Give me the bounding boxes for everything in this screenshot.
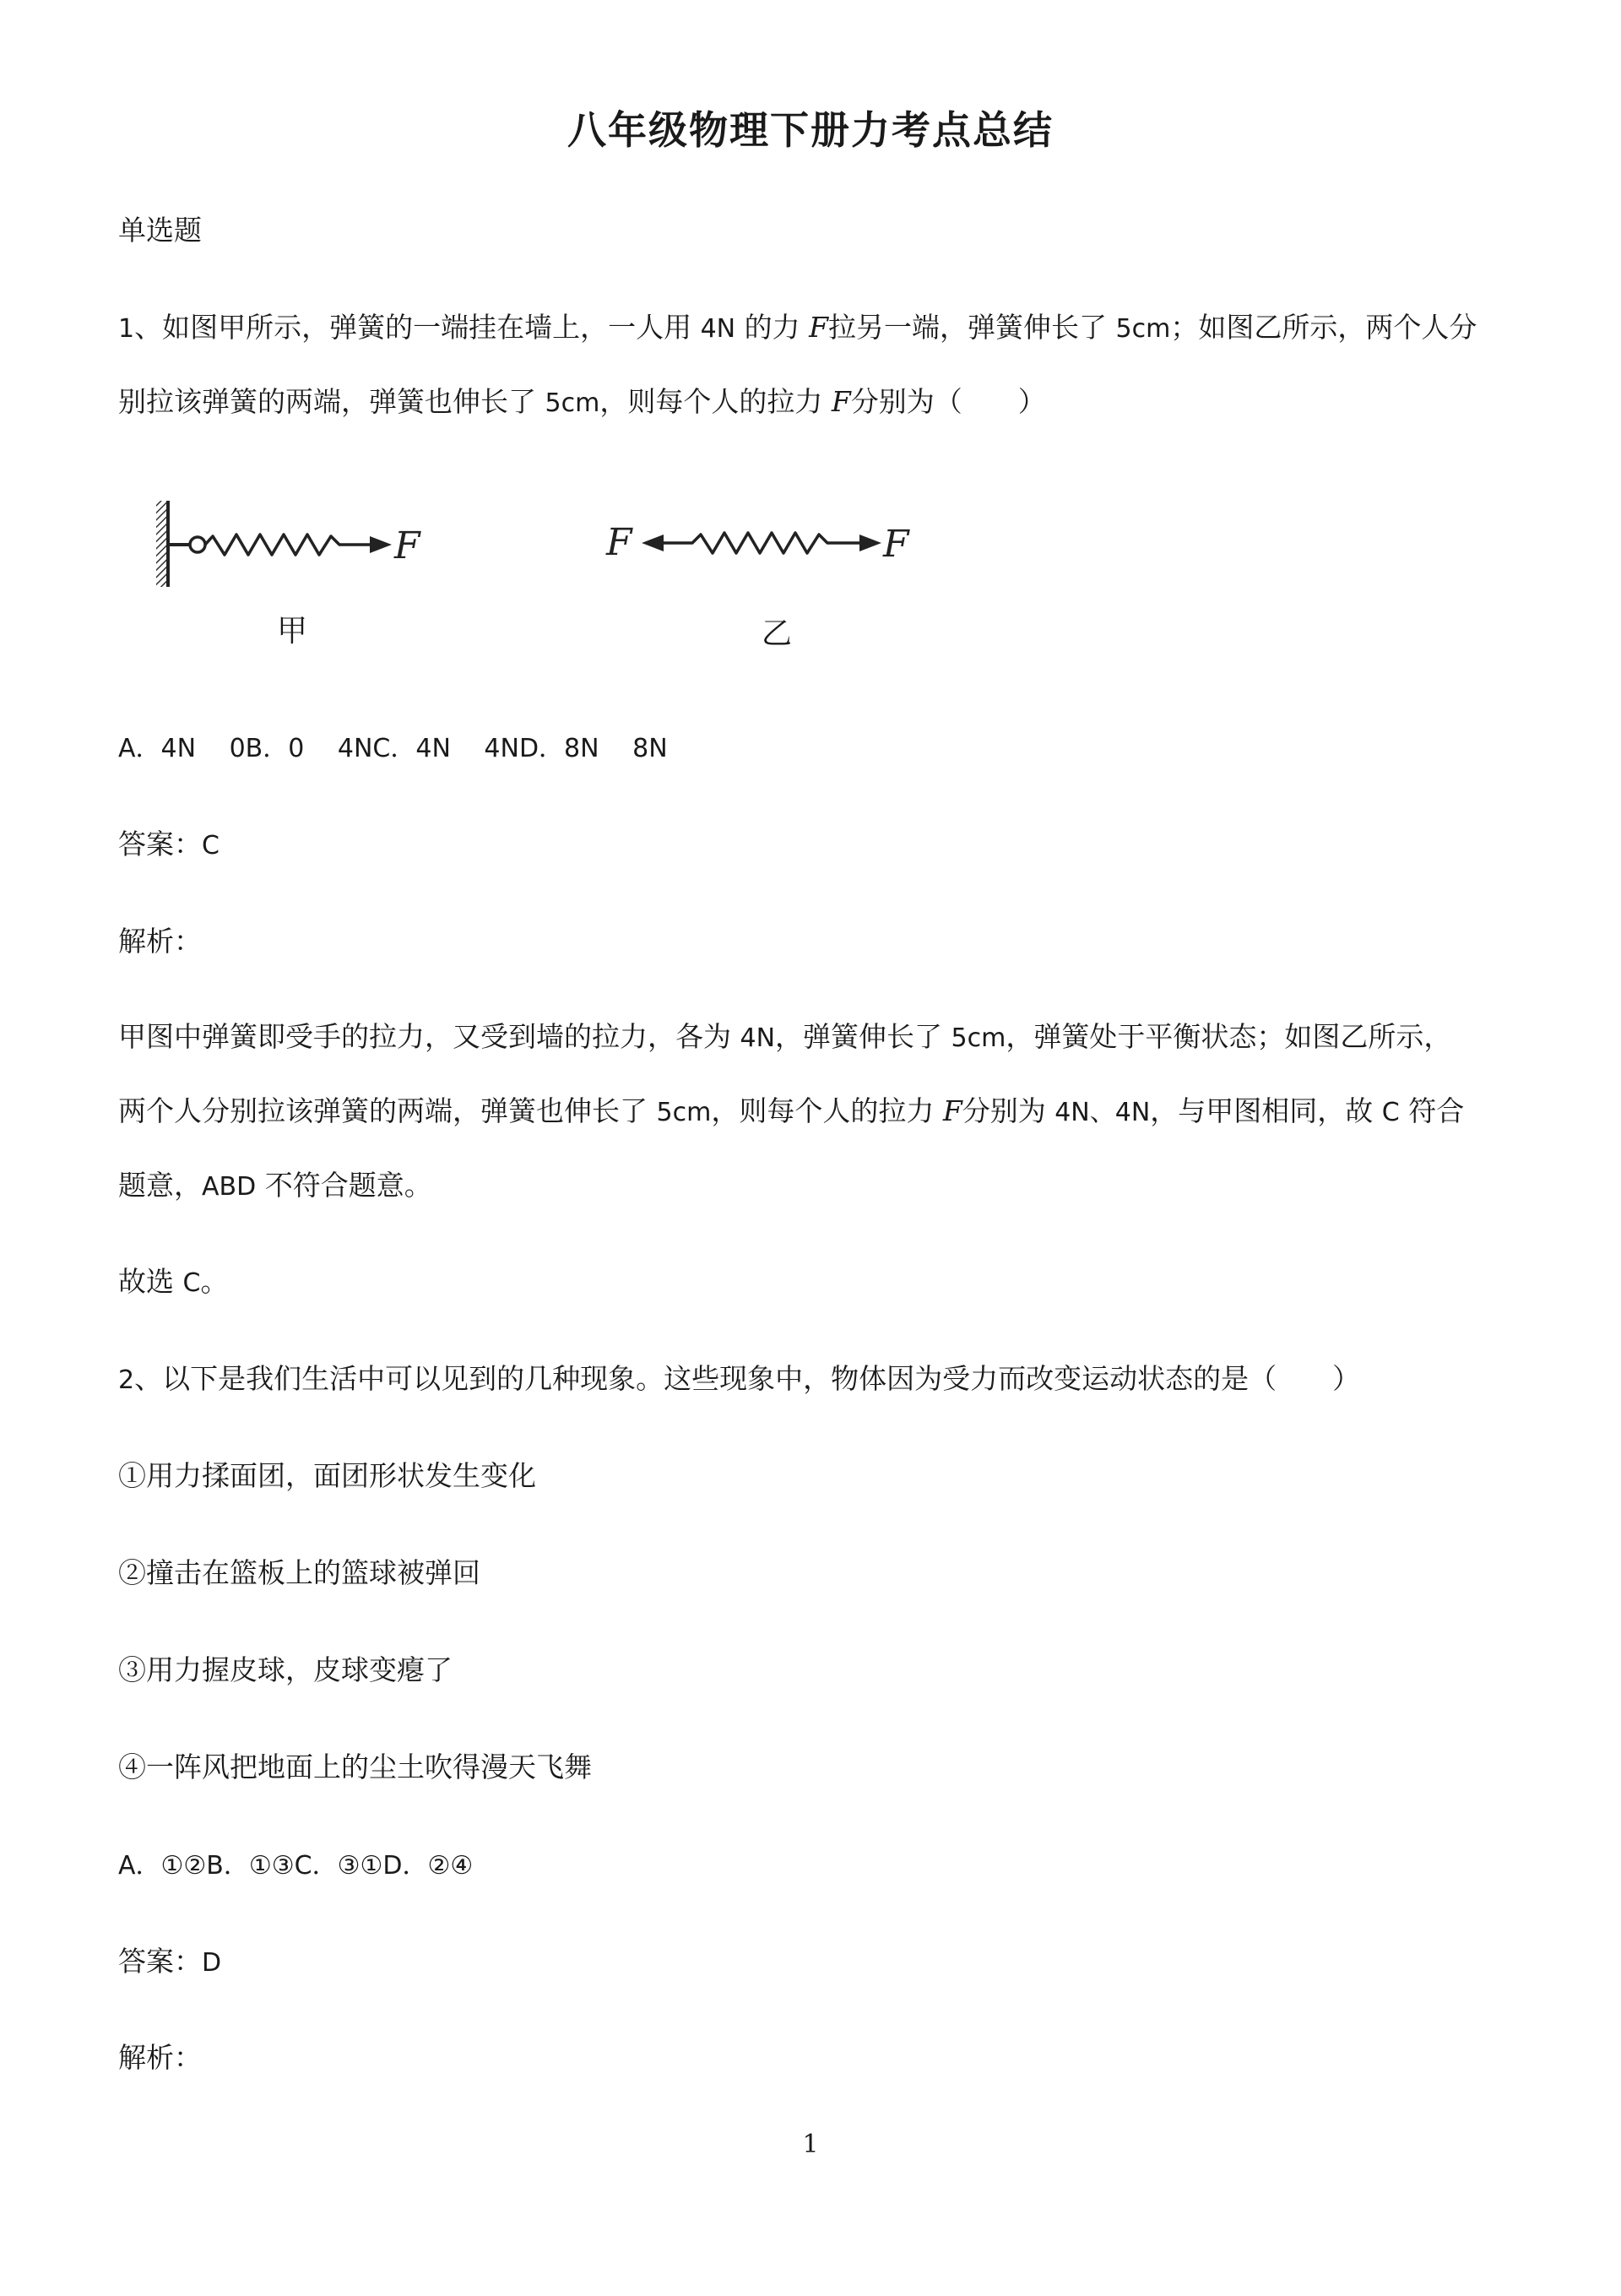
figure-label-yi: 乙 (762, 616, 793, 651)
page-title: 八年级物理下册力考点总结 (567, 107, 1054, 153)
spring-yi (662, 533, 861, 553)
force-label-jia: F (394, 524, 420, 567)
question-2-options: A．①②B．①③C．③①D．②④ (118, 1851, 474, 1881)
question-1-conclusion: 故选 C。 (118, 1265, 229, 1298)
force-label-yi-right: F (883, 523, 909, 566)
page-number: 1 (802, 2130, 819, 2159)
spring-figure (118, 486, 962, 671)
arrow-head-yi-right (859, 535, 881, 551)
question-2-answer: 答案：D (118, 1945, 222, 1978)
arrow-head-yi-left (642, 535, 664, 551)
figure-yi (605, 521, 910, 566)
hook-ring (190, 537, 205, 552)
question-2-item-4: ④一阵风把地面上的尘土吹得漫天飞舞 (118, 1750, 592, 1783)
question-1-line-2: 别拉该弹簧的两端，弹簧也伸长了 5cm，则每个人的拉力 F分别为（ ） (118, 385, 1046, 418)
question-2-item-2: ②撞击在篮板上的篮球被弹回 (118, 1556, 480, 1589)
question-2-analysis-label: 解析： (118, 2041, 202, 2074)
figure-jia (156, 501, 421, 587)
question-2-stem: 2、以下是我们生活中可以见到的几种现象。这些现象中，物体因为受力而改变运动状态的是（ ） (118, 1362, 1361, 1395)
question-1-analysis-line-3: 题意，ABD 不符合题意。 (118, 1169, 432, 1202)
arrow-head-jia (370, 536, 392, 553)
wall (156, 501, 168, 587)
question-1-analysis-label: 解析： (118, 925, 202, 958)
question-2-item-3: ③用力握皮球，皮球变瘪了 (118, 1653, 453, 1686)
question-1-options: A．4N 0B．0 4NC．4N 4ND．8N 8N (118, 734, 668, 763)
question-1-analysis-line-1: 甲图中弹簧即受手的拉力，又受到墙的拉力，各为 4N，弹簧伸长了 5cm，弹簧处于平衡状态；如图乙所示， (118, 1020, 1452, 1053)
section-heading: 单选题 (118, 214, 202, 247)
figure-label-jia: 甲 (277, 614, 308, 649)
force-label-yi-left: F (606, 521, 632, 564)
question-1-line-1: 1、如图甲所示，弹簧的一端挂在墙上，一人用 4N 的力 F拉另一端，弹簧伸长了 5cm；如图乙所示，两个人分 (118, 311, 1477, 344)
spring-jia (205, 535, 371, 555)
question-1-analysis-line-2: 两个人分别拉该弹簧的两端，弹簧也伸长了 5cm，则每个人的拉力 F分别为 4N、4N，与甲图相同，故 C 符合 (118, 1094, 1465, 1127)
question-2-item-1: ①用力揉面团，面团形状发生变化 (118, 1459, 536, 1492)
question-1-answer: 答案：C (118, 828, 220, 860)
spring-diagram (118, 486, 962, 671)
